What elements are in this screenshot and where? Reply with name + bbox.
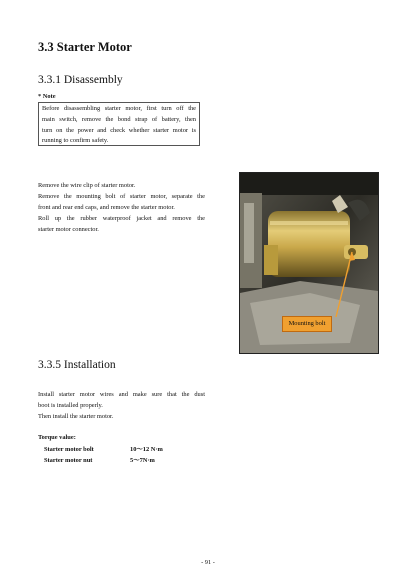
section-title: 3.3 Starter Motor bbox=[38, 40, 132, 54]
step-line: Remove the wire clip of starter motor. bbox=[38, 182, 136, 189]
step-line: starter motor connector. bbox=[38, 226, 99, 233]
note-box bbox=[38, 102, 200, 146]
disassembly-heading: 3.3.1 Disassembly bbox=[38, 74, 123, 86]
torque-table bbox=[38, 444, 163, 466]
torque-item: Starter motor nut bbox=[44, 457, 93, 464]
step-line: front and rear end caps, and remove the starter motor. bbox=[38, 204, 175, 211]
note-line: running to confirm safety. bbox=[42, 137, 109, 145]
install-line: Then install the starter motor. bbox=[38, 413, 114, 420]
torque-row bbox=[38, 455, 163, 466]
torque-label: Torque value: bbox=[38, 434, 76, 441]
note-line: main switch, remove the bond strap of battery, then bbox=[42, 115, 196, 123]
installation-steps bbox=[38, 389, 205, 422]
step-line: Roll up the rubber waterproof jacket and remove the bbox=[38, 215, 205, 222]
torque-value: 5～7N·m bbox=[130, 457, 155, 464]
note-line: turn on the power and check whether starter motor is bbox=[42, 126, 196, 134]
installation-heading: 3.3.5 Installation bbox=[38, 359, 116, 371]
note-line: Before disassembling starter motor, first turn off the bbox=[42, 105, 196, 112]
step-line: Remove the mounting bolt of starter motor, separate the bbox=[38, 193, 205, 200]
install-line: boot is installed properly. bbox=[38, 402, 103, 409]
torque-item: Starter motor bolt bbox=[44, 446, 94, 453]
disassembly-steps bbox=[38, 180, 205, 235]
torque-row bbox=[38, 444, 163, 455]
install-line: Install starter motor wires and make sure that the dust bbox=[38, 391, 205, 398]
page-number: - 91 - bbox=[201, 559, 215, 566]
starter-motor-photo bbox=[239, 172, 379, 354]
mounting-bolt-callout: Mounting bolt bbox=[282, 316, 332, 332]
note-label: * Note bbox=[38, 93, 56, 100]
torque-value: 10～12 N·m bbox=[130, 446, 163, 453]
